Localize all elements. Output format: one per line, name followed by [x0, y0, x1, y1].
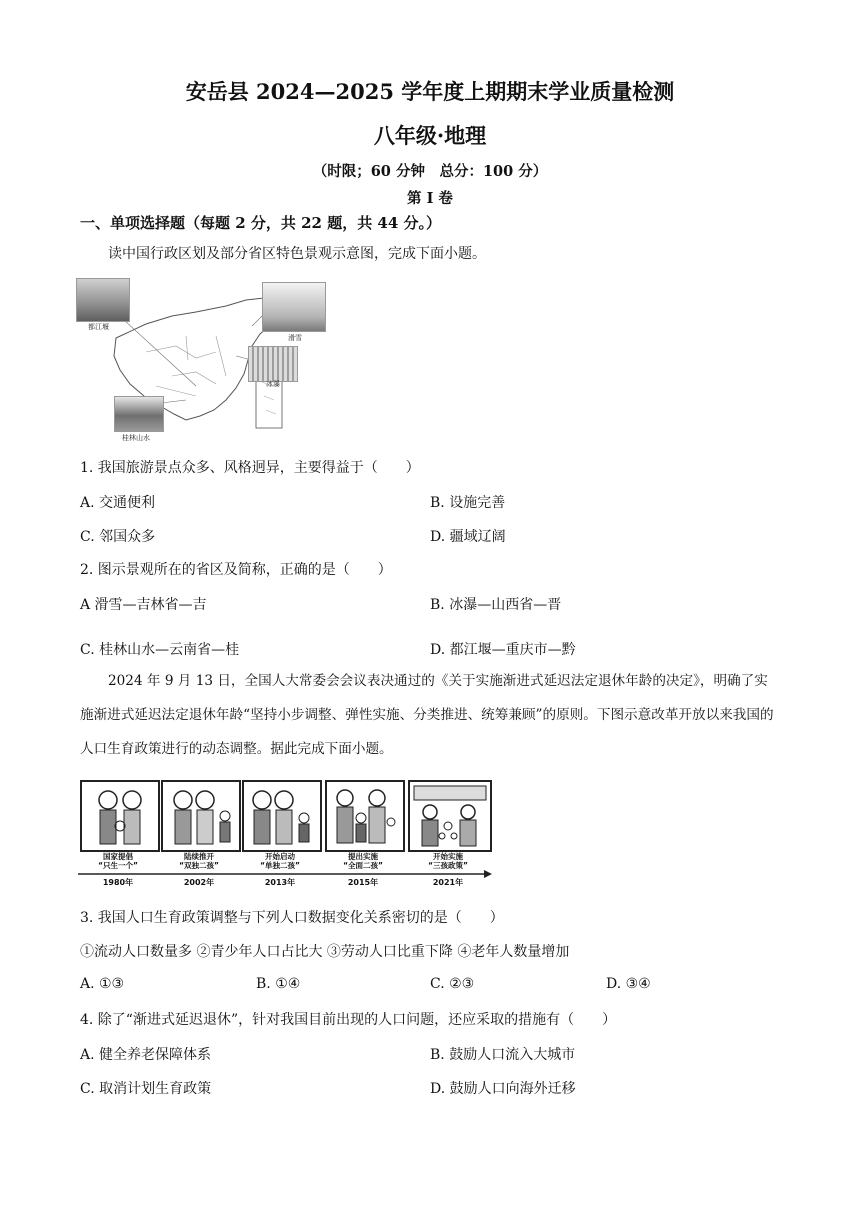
timeline-label-2002: 陆续推开 “双独二孩”	[179, 852, 219, 870]
map-label-guilin: 桂林山水	[122, 434, 150, 442]
exam-title: 安岳县 2024—2025 学年度上期期末学业质量检测	[185, 79, 675, 104]
question-2-stem: 2. 图示景观所在的省区及简称，正确的是（ ）	[80, 562, 392, 578]
question-2-option-b: B. 冰瀑—山西省—晋	[430, 597, 562, 613]
question-1-option-a: A. 交通便利	[80, 495, 156, 511]
timeline-panel-2015	[325, 780, 405, 852]
map-label-ice-waterfall: 冰瀑	[266, 380, 280, 388]
timeline-panel-2021	[408, 780, 492, 852]
timeline-label-2021: 开始实施 “三孩政策”	[428, 852, 468, 870]
question-3-option-a: A. ①③	[80, 976, 125, 992]
question-4-option-d: D. 鼓励人口向海外迁移	[430, 1081, 576, 1097]
timeline-year-1980: 1980年	[102, 878, 134, 887]
question-4-stem: 4. 除了“渐进式延迟退休”，针对我国目前出现的人口问题，还应采取的措施有（ ）	[80, 1012, 617, 1028]
question-3-items: ①流动人口数量多 ②青少年人口占比大 ③劳动人口比重下降 ④老年人数量增加	[80, 944, 570, 960]
ice-waterfall-photo	[248, 346, 298, 382]
guilin-photo	[114, 396, 164, 432]
question-1-option-d: D. 疆域辽阔	[430, 529, 506, 545]
exam-time-info: （时限；60 分钟 总分：100 分）	[312, 163, 548, 180]
section-title: 一、单项选择题（每题 2 分，共 22 题，共 44 分。）	[80, 214, 442, 232]
timeline-year-2021: 2021年	[432, 878, 464, 887]
question-4-option-a: A. 健全养老保障体系	[80, 1047, 212, 1063]
timeline-label-2015: 提出实施 “全面二孩”	[343, 852, 383, 870]
question-3-option-b: B. ①④	[256, 976, 301, 992]
exam-volume: 第 Ⅰ 卷	[407, 190, 453, 207]
skiing-photo	[262, 282, 326, 332]
timeline-panel-1980	[80, 780, 160, 852]
passage-retirement-policy: 2024 年 9 月 13 日，全国人大常委会会议表决通过的《关于实施渐进式延迟法定退休年龄的决定》，明确了实施渐进式延迟法定退休年龄“坚持小步调整、弹性实施、分类推进、统筹兼顾”的原则。下图示意改革开放以来我国的人口生育政策进行的动态调整。据此完成下面小题。	[80, 673, 774, 757]
timeline-year-2013: 2013年	[264, 878, 296, 887]
question-2-option-d: D. 都江堰—重庆市—黔	[430, 642, 576, 658]
map-label-dujiangyan: 都江堰	[88, 323, 109, 331]
question-1-stem: 1. 我国旅游景点众多、风格迥异，主要得益于（ ）	[80, 460, 420, 476]
dujiangyan-photo	[76, 278, 130, 322]
timeline-year-2015: 2015年	[347, 878, 379, 887]
question-4-option-b: B. 鼓励人口流入大城市	[430, 1047, 576, 1063]
china-map-figure	[76, 276, 332, 446]
timeline-year-2002: 2002年	[183, 878, 215, 887]
timeline-label-1980: 国家提倡 “只生一个”	[98, 852, 138, 870]
question-2-option-a: A 滑雪—吉林省—吉	[80, 597, 207, 613]
timeline-label-2013: 开始启动 “单独二孩”	[260, 852, 300, 870]
question-1-option-c: C. 邻国众多	[80, 529, 156, 545]
question-3-option-d: D. ③④	[606, 976, 651, 992]
question-3-option-c: C. ②③	[430, 976, 475, 992]
question-4-option-c: C. 取消计划生育政策	[80, 1081, 212, 1097]
section-intro: 读中国行政区划及部分省区特色景观示意图，完成下面小题。	[108, 246, 486, 262]
timeline-panel-2002	[161, 780, 241, 852]
question-3-stem: 3. 我国人口生育政策调整与下列人口数据变化关系密切的是（ ）	[80, 910, 504, 926]
question-1-option-b: B. 设施完善	[430, 495, 506, 511]
timeline-panel-2013	[242, 780, 322, 852]
question-2-option-c: C. 桂林山水—云南省—桂	[80, 642, 240, 658]
map-label-skiing: 滑雪	[288, 334, 302, 342]
exam-subtitle: 八年级·地理	[373, 123, 487, 148]
